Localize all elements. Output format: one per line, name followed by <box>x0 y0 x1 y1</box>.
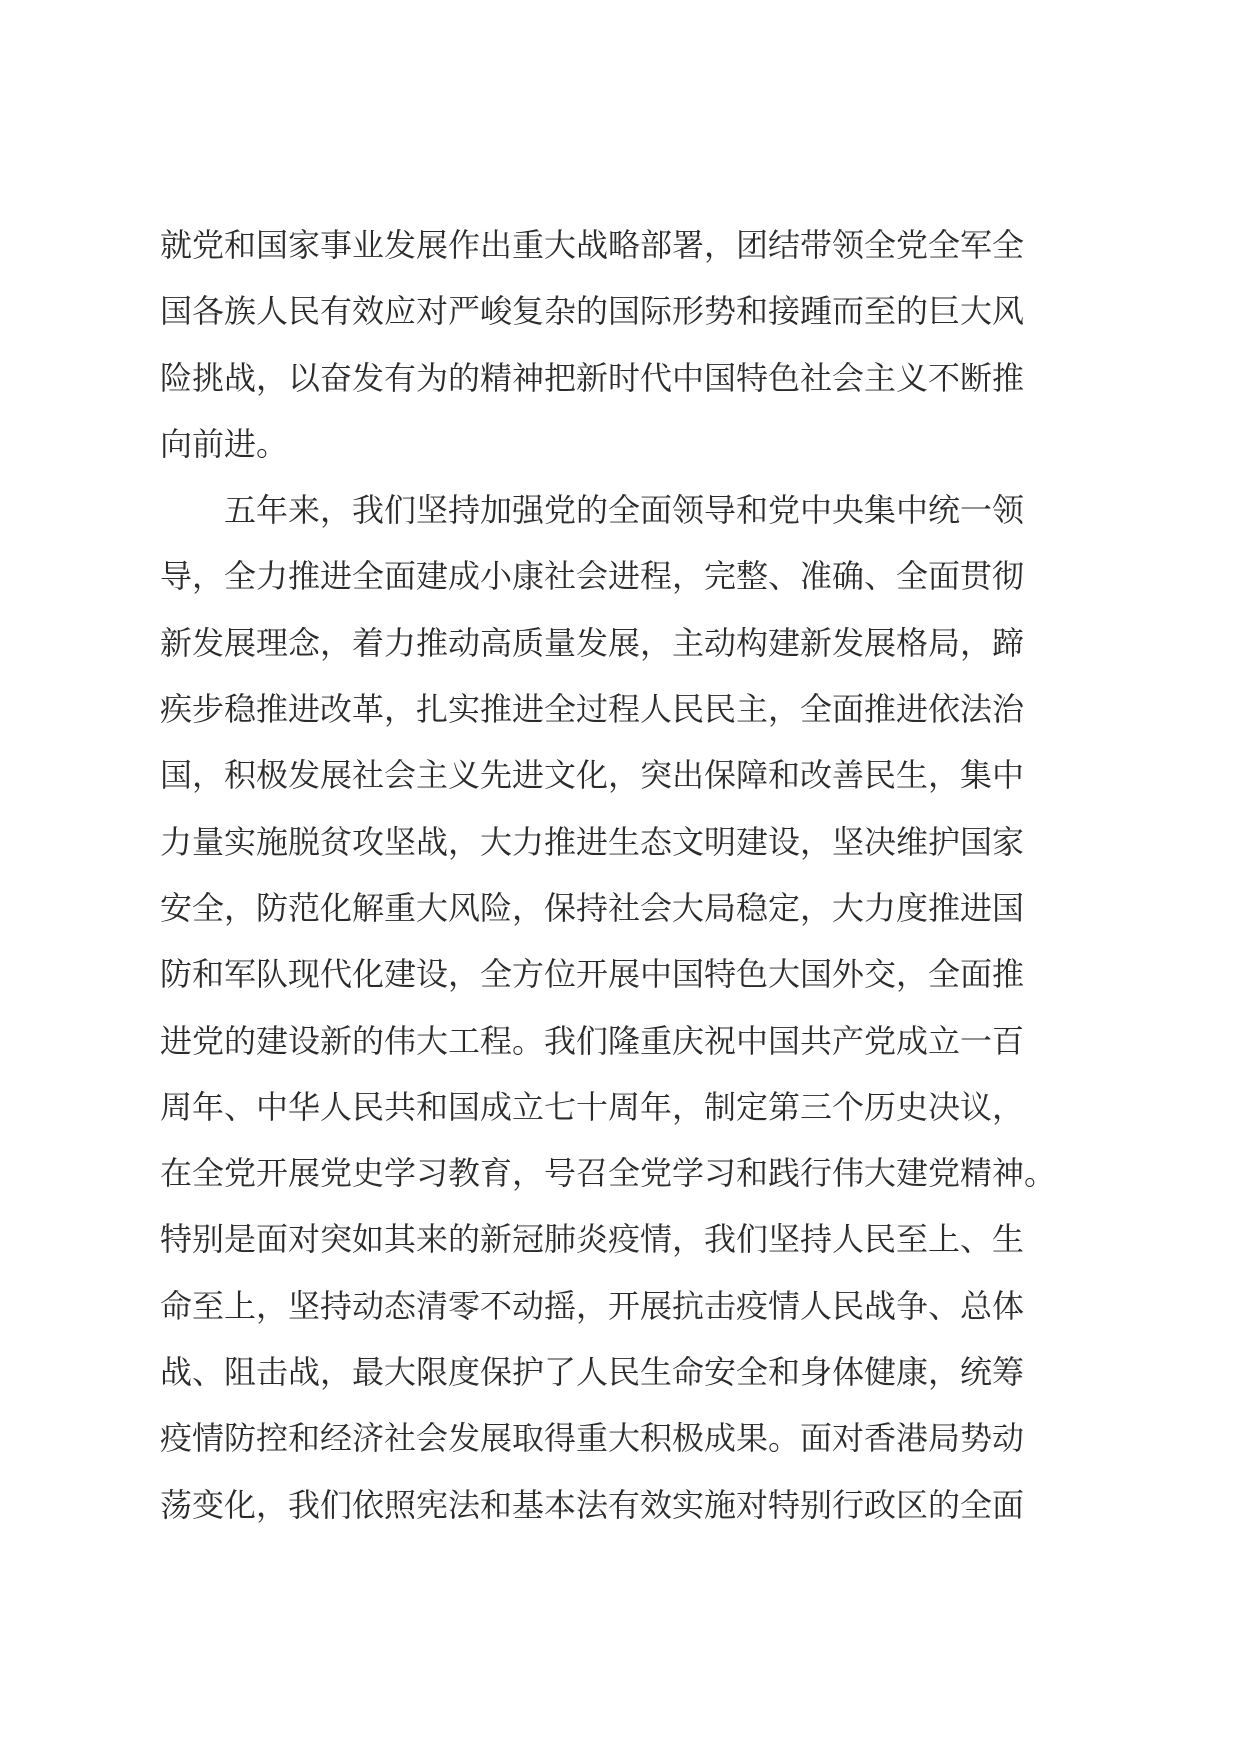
text-line: 力量实施脱贫攻坚战，大力推进生态文明建设，坚决维护国家 <box>160 822 1025 861</box>
text-line: 进党的建设新的伟大工程。我们隆重庆祝中国共产党成立一百 <box>160 1021 1025 1060</box>
text-line: 荡变化，我们依照宪法和基本法有效实施对特别行政区的全面 <box>160 1485 1025 1524</box>
text-line: 周年、中华人民共和国成立七十周年，制定第三个历史决议， <box>160 1087 1025 1126</box>
text-line: 国各族人民有效应对严峻复杂的国际形势和接踵而至的巨大风 <box>160 292 1025 331</box>
text-line: 新发展理念，着力推动高质量发展，主动构建新发展格局，蹄 <box>160 623 1025 662</box>
text-line: 命至上，坚持动态清零不动摇，开展抗击疫情人民战争、总体 <box>160 1286 1025 1325</box>
text-line: 险挑战，以奋发有为的精神把新时代中国特色社会主义不断推 <box>160 358 1025 397</box>
text-line: 在全党开展党史学习教育，号召全党学习和践行伟大建党精神。 <box>160 1154 1057 1193</box>
text-line: 安全，防范化解重大风险，保持社会大局稳定，大力度推进国 <box>160 888 1025 927</box>
text-line: 疾步稳推进改革，扎实推进全过程人民民主，全面推进依法治 <box>160 690 1025 729</box>
text-line: 就党和国家事业发展作出重大战略部署，团结带领全党全军全 <box>160 226 1025 264</box>
text-line: 特别是面对突如其来的新冠肺炎疫情，我们坚持人民至上、生 <box>160 1220 1025 1259</box>
text-line: 疫情防控和经济社会发展取得重大积极成果。面对香港局势动 <box>160 1419 1025 1458</box>
text-line: 国，积极发展社会主义先进文化，突出保障和改善民生，集中 <box>160 756 1025 795</box>
text-line: 向前进。 <box>160 424 289 463</box>
body-text <box>160 212 1080 1538</box>
text-line: 导，全力推进全面建成小康社会进程，完整、准确、全面贯彻 <box>160 557 1025 596</box>
paragraph-start-line: 五年来，我们坚持加强党的全面领导和党中央集中统一领 <box>160 491 1025 530</box>
text-line: 防和军队现代化建设，全方位开展中国特色大国外交，全面推 <box>160 955 1025 994</box>
text-line: 战、阻击战，最大限度保护了人民生命安全和身体健康，统筹 <box>160 1353 1025 1392</box>
